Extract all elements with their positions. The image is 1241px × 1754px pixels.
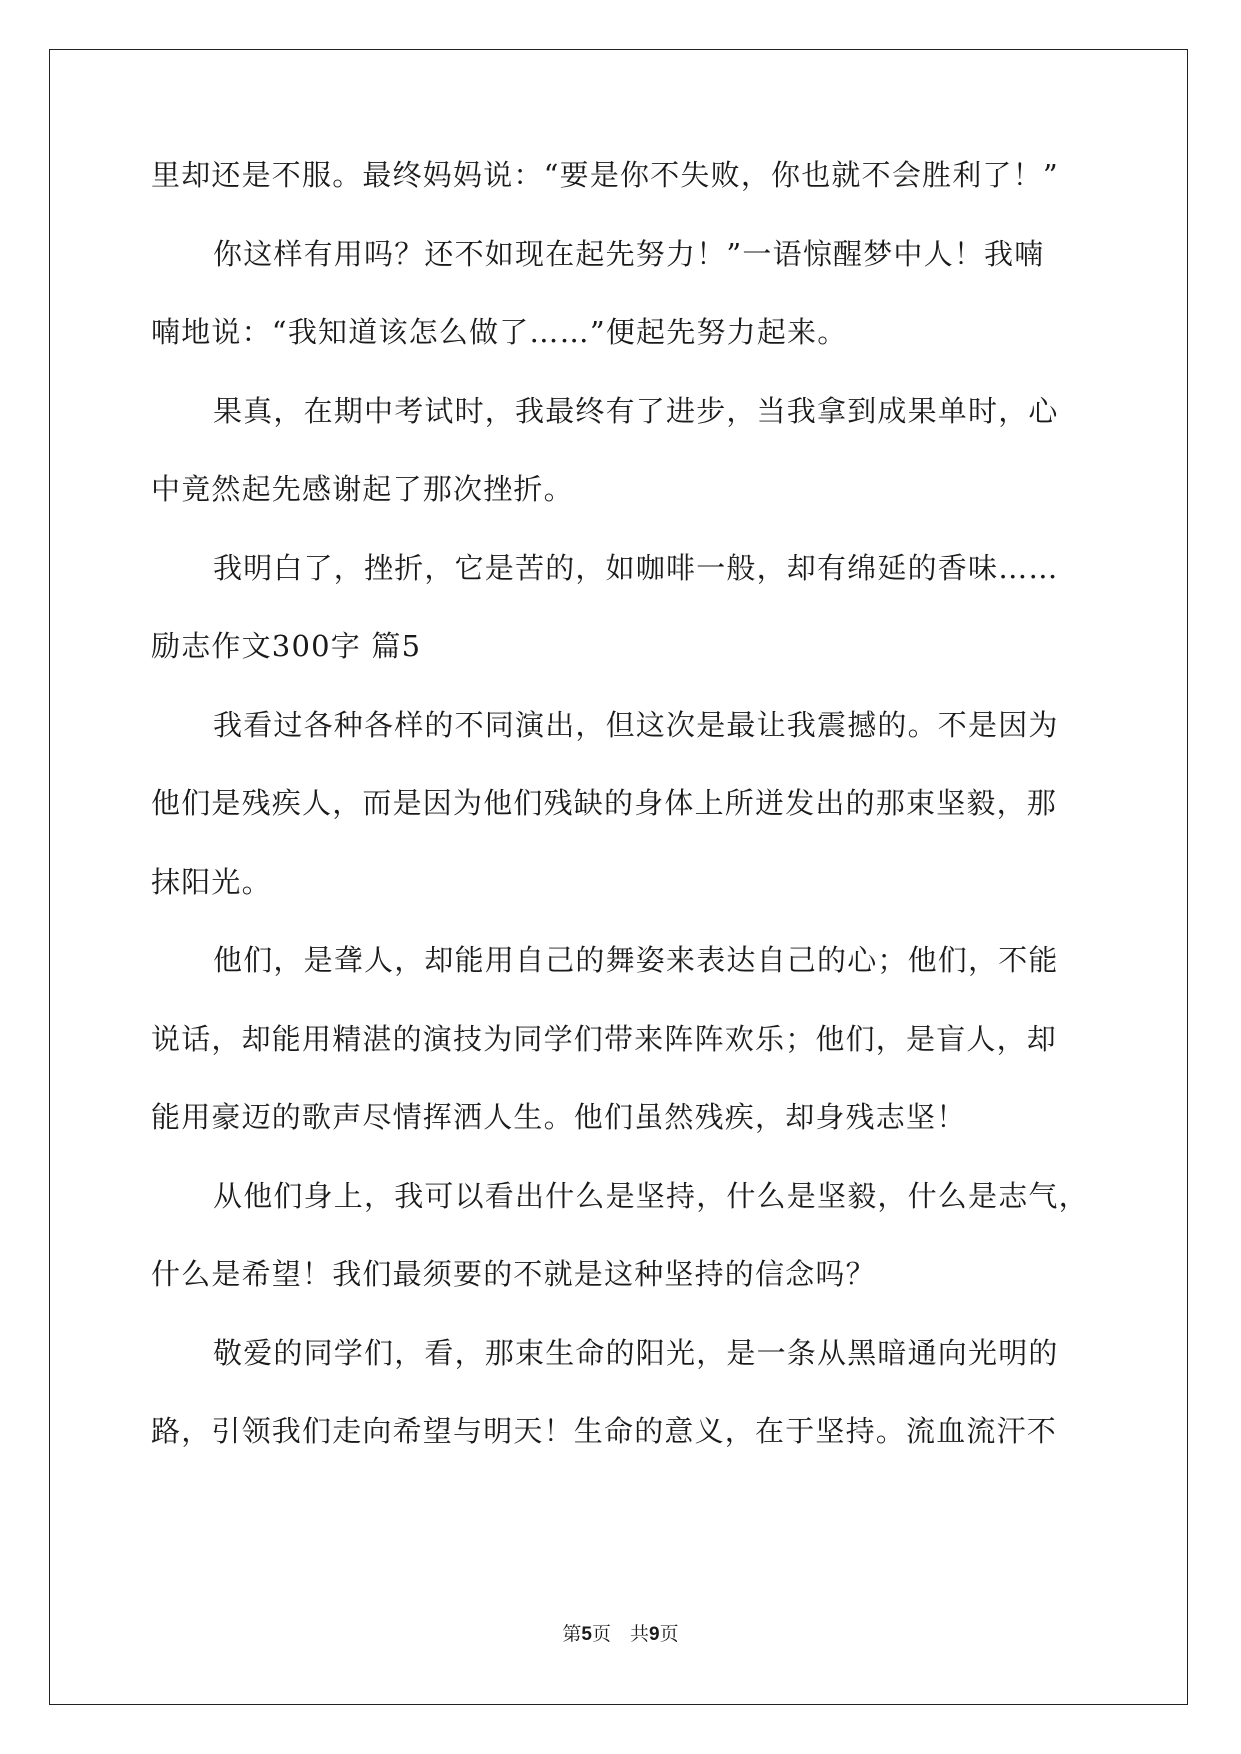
footer-current-page: 5	[581, 1624, 592, 1645]
footer-suffix: 页	[659, 1623, 679, 1645]
text-line	[151, 784, 1091, 863]
line-text: 励志作文300字 篇5	[151, 629, 422, 663]
paragraph-first-line	[151, 941, 1091, 1020]
paragraph-first-line	[151, 1334, 1091, 1413]
text-line	[151, 1098, 1091, 1177]
line-text: 里却还是不服。最终妈妈说：“要是你不失败，你也就不会胜利了！”	[151, 158, 1059, 192]
text-line	[151, 1412, 1091, 1491]
paragraph-first-line	[151, 235, 1091, 314]
footer-total-pages: 9	[649, 1624, 660, 1645]
paragraph-first-line	[151, 392, 1091, 471]
text-line	[151, 1020, 1091, 1099]
footer-middle: 页 共	[591, 1623, 649, 1645]
text-line	[151, 627, 1091, 706]
document-body	[151, 156, 1091, 1491]
line-text: 能用豪迈的歌声尽情挥洒人生。他们虽然残疾，却身残志坚！	[151, 1100, 967, 1134]
line-text: 抹阳光。	[151, 864, 272, 899]
paragraph-first-line	[151, 1177, 1091, 1256]
line-text: 说话，却能用精湛的演技为同学们带来阵阵欢乐；他们，是盲人，却	[151, 1021, 1058, 1056]
line-text: 果真，在期中考试时，我最终有了进步，当我拿到成果单时，心	[213, 393, 1059, 428]
text-line	[151, 156, 1091, 235]
text-line	[151, 863, 1091, 942]
line-text: 我看过各种各样的不同演出，但这次是最让我震撼的。不是因为	[213, 707, 1059, 742]
paragraph-first-line	[151, 549, 1091, 628]
paragraph-first-line	[151, 706, 1091, 785]
line-text: 什么是希望！我们最须要的不就是这种坚持的信念吗？	[151, 1257, 876, 1291]
footer-prefix: 第	[562, 1623, 582, 1645]
text-line	[151, 470, 1091, 549]
line-text: 中竟然起先感谢起了那次挫折。	[151, 472, 574, 506]
line-text: 喃地说：“我知道该怎么做了……”便起先努力起来。	[151, 315, 848, 349]
text-line	[151, 1255, 1091, 1334]
line-text: 他们是残疾人，而是因为他们残缺的身体上所迸发出的那束坚毅，那	[151, 786, 1058, 820]
line-text: 我明白了，挫折，它是苦的，如咖啡一般，却有绵延的香味……	[213, 550, 1059, 585]
line-text: 路，引领我们走向希望与明天！生命的意义，在于坚持。流血流汗不	[151, 1414, 1058, 1448]
page-footer	[0, 1619, 1241, 1646]
text-line	[151, 313, 1091, 392]
line-text: 从他们身上，我可以看出什么是坚持，什么是坚毅，什么是志气，	[213, 1178, 1089, 1213]
line-text: 他们，是聋人，却能用自己的舞姿来表达自己的心；他们，不能	[213, 943, 1059, 977]
line-text: 你这样有用吗？还不如现在起先努力！”一语惊醒梦中人！我喃	[213, 236, 1045, 271]
line-text: 敬爱的同学们，看，那束生命的阳光，是一条从黑暗通向光明的	[213, 1335, 1059, 1370]
